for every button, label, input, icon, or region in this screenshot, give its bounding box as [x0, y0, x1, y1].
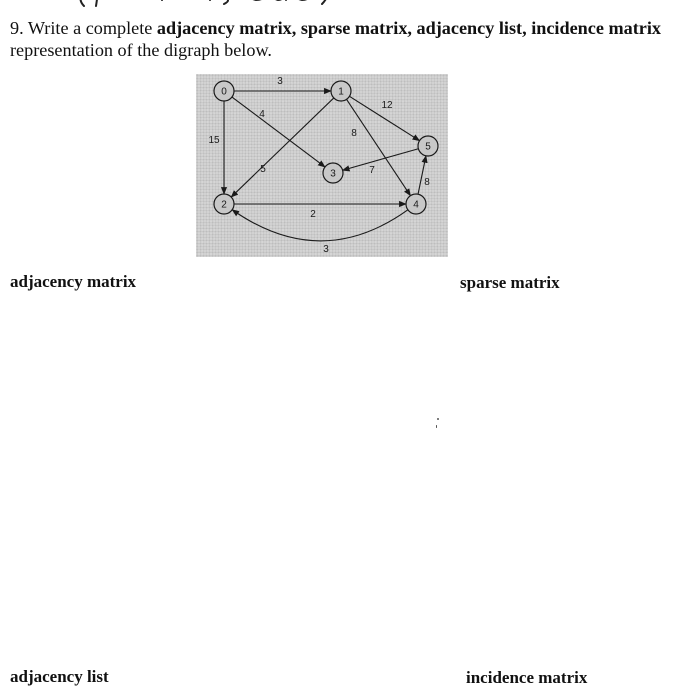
- node-label: 4: [413, 199, 419, 211]
- digraph-figure: [196, 74, 448, 257]
- edge-weight-1-2: 5: [260, 164, 266, 175]
- question-text: [10, 17, 694, 61]
- graph-node-2: [214, 194, 234, 214]
- edge-4-2: [232, 210, 408, 241]
- edge-0-3: [232, 97, 325, 167]
- node-label: 0: [221, 86, 227, 98]
- edge-weight-1-5: 12: [381, 100, 393, 111]
- edge-weight-0-2: 15: [208, 135, 220, 146]
- node-label: 1: [338, 86, 344, 98]
- edge-5-3: [343, 149, 419, 171]
- sparse-matrix-heading: sparse matrix: [460, 273, 560, 292]
- graph-node-1: [331, 81, 351, 101]
- edge-weight-1-4: 8: [351, 128, 357, 139]
- edge-4-5: [418, 156, 426, 194]
- edge-weight-0-3: 4: [259, 109, 265, 120]
- scan-speck: [436, 425, 437, 428]
- edge-1-4: [347, 99, 411, 195]
- adjacency-matrix-heading: adjacency matrix: [10, 272, 137, 291]
- graph-node-5: [418, 136, 438, 156]
- handwriting-scribble: [78, 0, 338, 16]
- question-tail: representation of the digraph below.: [10, 40, 272, 60]
- question-intro: Write a complete: [23, 18, 157, 38]
- node-label: 2: [221, 199, 227, 211]
- edge-weight-4-2: 3: [323, 244, 329, 255]
- digraph-svg: [196, 74, 448, 257]
- edge-weight-0-1: 3: [277, 76, 283, 87]
- edge-weight-5-3: 7: [369, 165, 375, 176]
- handwritten-annotation: [78, 0, 338, 16]
- node-label: 3: [330, 168, 336, 180]
- graph-node-4: [406, 194, 426, 214]
- node-label: 5: [425, 141, 431, 153]
- edge-weight-2-4: 2: [310, 209, 316, 220]
- graph-node-3: [323, 163, 343, 183]
- edge-weight-4-5: 8: [424, 177, 430, 188]
- question-terms: adjacency matrix, sparse matrix, adjacency list, incidence matrix: [156, 18, 661, 38]
- graph-node-0: [214, 81, 234, 101]
- question-number: 9.: [10, 18, 24, 38]
- adjacency-list-heading: adjacency list: [10, 667, 109, 686]
- edge-1-2: [231, 98, 334, 197]
- scan-speck: [437, 418, 439, 420]
- incidence-matrix-heading: incidence matrix: [466, 668, 588, 687]
